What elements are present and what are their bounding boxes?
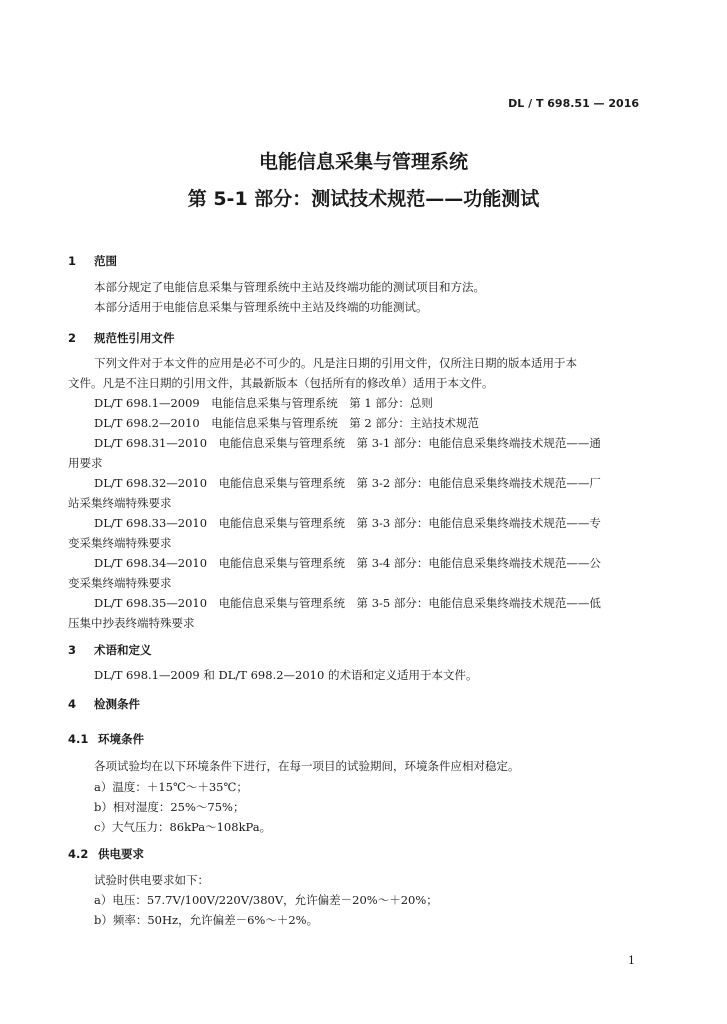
reference-item: DL/T 698.2—2010 电能信息采集与管理系统 第 2 部分：主站技术规范 bbox=[94, 416, 479, 430]
paragraph: 下列文件对于本文件的应用是必不可少的。凡是注日期的引用文件，仅所注日期的版本适用于本 bbox=[94, 356, 577, 370]
reference-item: DL/T 698.31—2010 电能信息采集与管理系统 第 3-1 部分：电能信息采集终端技术规范——通 bbox=[94, 436, 601, 450]
section-number: 4.2 bbox=[68, 847, 89, 861]
list-item: c）大气压力：86kPa～108kPa。 bbox=[94, 820, 272, 834]
reference-item: DL/T 698.34—2010 电能信息采集与管理系统 第 3-4 部分：电能信息采集终端技术规范——公 bbox=[94, 556, 601, 570]
reference-item: DL/T 698.35—2010 电能信息采集与管理系统 第 3-5 部分：电能信息采集终端技术规范——低 bbox=[94, 596, 601, 610]
reference-item: DL/T 698.33—2010 电能信息采集与管理系统 第 3-3 部分：电能信息采集终端技术规范——专 bbox=[94, 516, 601, 530]
paragraph: 各项试验均在以下环境条件下进行，在每一项目的试验期间，环境条件应相对稳定。 bbox=[94, 759, 520, 773]
paragraph: 文件。凡是不注日期的引用文件，其最新版本（包括所有的修改单）适用于本文件。 bbox=[68, 376, 494, 390]
section-title: 环境条件 bbox=[98, 732, 144, 746]
section-title: 范围 bbox=[94, 254, 117, 268]
paragraph: DL/T 698.1—2009 和 DL/T 698.2—2010 的术语和定义适用于本文件。 bbox=[94, 668, 478, 682]
document-subtitle: 第 5-1 部分：测试技术规范——功能测试 bbox=[187, 188, 540, 210]
paragraph: 本部分适用于电能信息采集与管理系统中主站及终端的功能测试。 bbox=[94, 300, 428, 314]
standard-code: DL / T 698.51 — 2016 bbox=[508, 97, 639, 110]
paragraph: 试验时供电要求如下： bbox=[94, 873, 209, 887]
section-3-heading bbox=[68, 642, 152, 658]
section-title: 术语和定义 bbox=[94, 643, 152, 657]
section-number: 2 bbox=[68, 331, 77, 345]
reference-item-continued: 压集中抄表终端特殊要求 bbox=[68, 616, 195, 630]
section-4-1-heading bbox=[68, 731, 144, 747]
reference-item-continued: 变采集终端特殊要求 bbox=[68, 536, 172, 550]
section-number: 4.1 bbox=[68, 732, 89, 746]
reference-item: DL/T 698.32—2010 电能信息采集与管理系统 第 3-2 部分：电能信息采集终端技术规范——厂 bbox=[94, 476, 601, 490]
section-1-heading bbox=[68, 253, 117, 269]
section-title: 供电要求 bbox=[98, 847, 144, 861]
list-item: b）频率：50Hz，允许偏差－6%～＋2%。 bbox=[94, 913, 319, 927]
section-4-heading bbox=[68, 696, 140, 712]
section-title: 检测条件 bbox=[94, 697, 140, 711]
list-item: b）相对湿度：25%～75%； bbox=[94, 800, 245, 814]
list-item: a）电压：57.7V/100V/220V/380V，允许偏差－20%～＋20%； bbox=[94, 893, 438, 907]
reference-item-continued: 站采集终端特殊要求 bbox=[68, 496, 172, 510]
section-4-2-heading bbox=[68, 846, 144, 862]
reference-item-continued: 用要求 bbox=[68, 456, 103, 470]
document-title: 电能信息采集与管理系统 bbox=[258, 151, 468, 173]
section-number: 4 bbox=[68, 697, 77, 711]
paragraph: 本部分规定了电能信息采集与管理系统中主站及终端功能的测试项目和方法。 bbox=[94, 280, 485, 294]
section-title: 规范性引用文件 bbox=[94, 331, 175, 345]
section-number: 1 bbox=[68, 254, 77, 268]
reference-item: DL/T 698.1—2009 电能信息采集与管理系统 第 1 部分：总则 bbox=[94, 396, 433, 410]
section-number: 3 bbox=[68, 643, 77, 657]
page-number: 1 bbox=[628, 954, 635, 967]
section-2-heading bbox=[68, 330, 175, 346]
reference-item-continued: 变采集终端特殊要求 bbox=[68, 576, 172, 590]
list-item: a）温度：＋15℃～＋35℃； bbox=[94, 780, 248, 794]
